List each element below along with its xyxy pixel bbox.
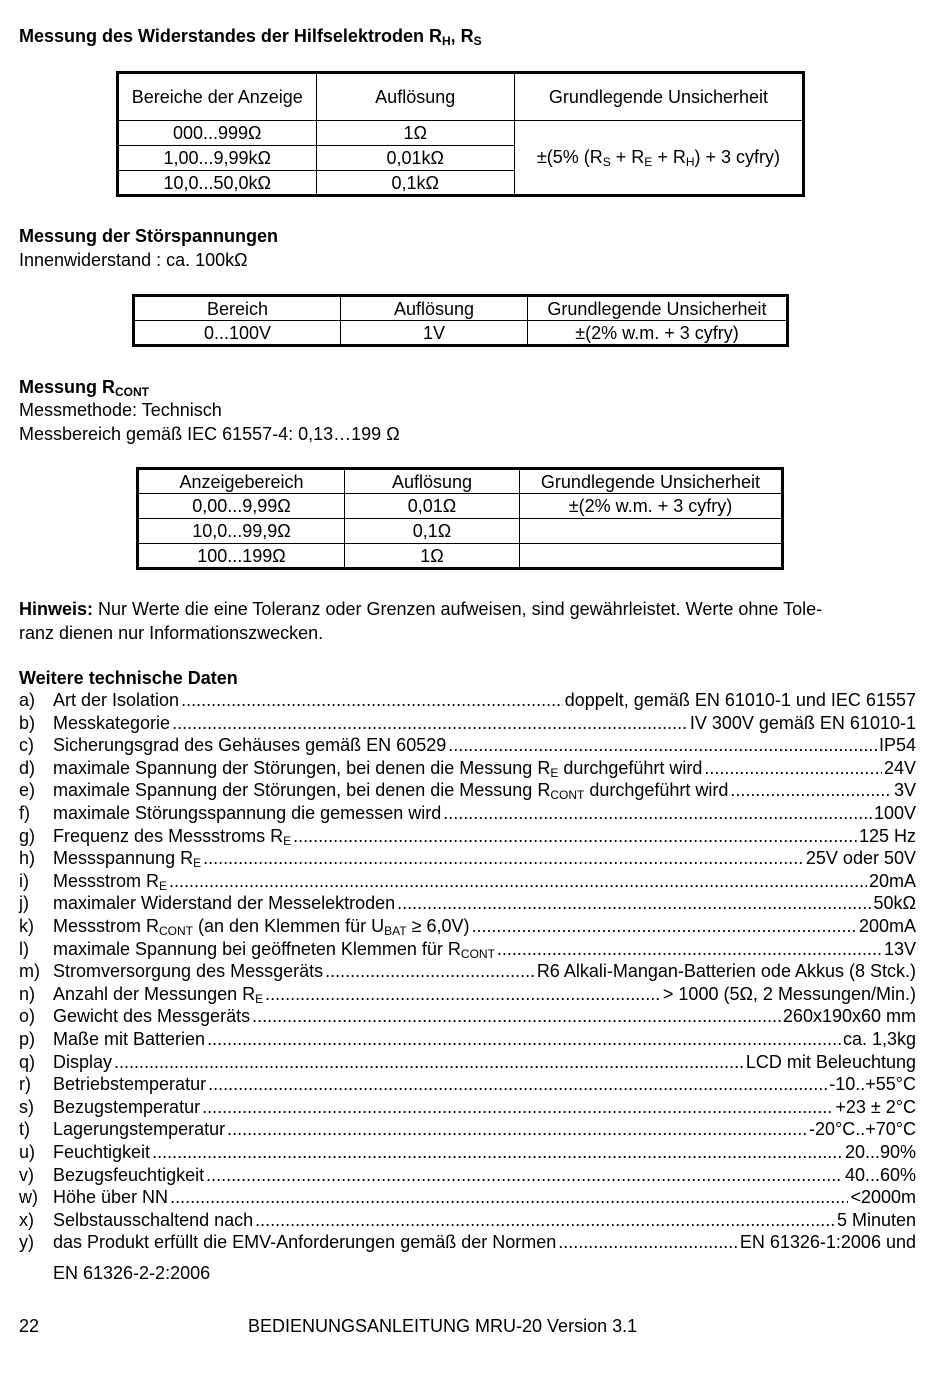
spec-item: [19, 1209, 916, 1231]
table-rcont: [136, 467, 784, 570]
note-line-1: Hinweis: Nur Werte die eine Toleranz oder Grenzen aufweisen, sind gewährleistet. Werte ohne Tole-: [19, 599, 823, 619]
spec-item: [19, 1186, 916, 1208]
specs-last-line: EN 61326-2-2:2006: [53, 1263, 211, 1283]
spec-value: 40...60%: [844, 1164, 916, 1185]
spec-value: 20mA: [868, 870, 916, 891]
table-header: Bereiche der Anzeige: [118, 73, 317, 121]
spec-label: Display: [53, 1051, 113, 1072]
spec-letter: h): [19, 848, 36, 869]
spec-value: ca. 1,3kg: [842, 1029, 916, 1049]
spec-letter: v): [19, 1164, 34, 1185]
spec-label: das Produkt erfüllt die EMV-Anforderungen gemäß der Normen: [53, 1232, 557, 1253]
dot-leader: [152, 1141, 843, 1163]
spec-value: 13V: [883, 938, 916, 959]
spec-value: +23 ± 2°C: [835, 1096, 916, 1117]
spec-value: 20...90%: [844, 1142, 916, 1162]
table-cell: 0,00...9,99Ω: [138, 494, 345, 519]
spec-item: [19, 825, 916, 847]
dot-leader: [207, 1028, 841, 1050]
spec-letter: p): [19, 1029, 36, 1049]
section-title-stoerspannungen: Messung der Störspannungen: [19, 226, 279, 246]
table-cell: 000...999Ω: [118, 121, 317, 146]
spec-label: Lagerungstemperatur: [53, 1119, 226, 1140]
spec-item: [19, 689, 916, 711]
spec-item: [19, 1028, 916, 1050]
dot-leader: [448, 734, 877, 756]
table-header: Grundlegende Unsicherheit: [520, 469, 783, 494]
spec-label: Messspannung $R_E$: [53, 848, 202, 871]
table-cell: 0,01kΩ: [316, 146, 514, 171]
spec-label: Bezugsfeuchtigkeit: [53, 1164, 205, 1185]
spec-item: [19, 915, 916, 937]
spec-value: 260x190x60 mm: [782, 1006, 916, 1027]
spec-value: 100V: [873, 803, 916, 823]
table-header: Auflösung: [341, 296, 528, 321]
spec-label: maximale Spannung der Störungen, bei denen die Messung $R_{CONT}$ durchgeführt wird: [53, 780, 729, 803]
spec-label: Messstrom $R_E$: [53, 870, 168, 893]
table-header: Auflösung: [345, 469, 520, 494]
spec-letter: e): [19, 780, 36, 801]
spec-item: [19, 1096, 916, 1118]
table-header: Anzeigebereich: [138, 469, 345, 494]
spec-value: R6 Alkali-Mangan-Batterien ode Akkus (8 Stck.): [536, 961, 916, 982]
table-cell: 10,0...99,9Ω: [138, 519, 345, 544]
spec-value: -10..+55°C: [829, 1074, 916, 1095]
spec-label: maximaler Widerstand der Messelektroden: [53, 893, 396, 914]
spec-item: [19, 1164, 916, 1186]
text-line: Messmethode: Technisch: [19, 400, 222, 420]
dot-leader: [181, 689, 563, 711]
spec-letter: b): [19, 712, 36, 733]
spec-label: Frequenz des Messstroms $R_E$: [53, 825, 292, 848]
spec-letter: g): [19, 825, 36, 846]
dot-leader: [252, 1005, 781, 1027]
spec-label: Bezugstemperatur: [53, 1096, 201, 1117]
spec-letter: d): [19, 757, 36, 778]
table-cell: [520, 519, 783, 544]
spec-item: [19, 1051, 916, 1073]
spec-label: Sicherungsgrad des Gehäuses gemäß EN 60529: [53, 735, 447, 756]
specs-title: Weitere technische Daten: [19, 668, 238, 688]
spec-label: Stromversorgung des Messgeräts: [53, 961, 324, 982]
section-title-rcont: Messung $R_{CONT}$: [19, 377, 150, 399]
table-cell: 0,01Ω: [345, 494, 520, 519]
table-header: Grundlegende Unsicherheit: [528, 296, 788, 321]
spec-value: IV 300V gemäß EN 61010-1: [689, 712, 916, 733]
dot-leader: [471, 915, 856, 937]
page-number: 22: [19, 1316, 40, 1336]
text-line: Messbereich gemäß IEC 61557-4: 0,13…199 Ω: [19, 424, 400, 444]
spec-label: Selbstausschaltend nach: [53, 1209, 254, 1230]
dot-leader: [265, 983, 661, 1005]
spec-letter: r): [19, 1074, 31, 1095]
table-cell: 1Ω: [345, 544, 520, 569]
spec-letter: c): [19, 735, 34, 756]
table-cell: 0,1kΩ: [316, 171, 514, 196]
spec-value: 125 Hz: [858, 825, 916, 846]
dot-leader: [443, 802, 872, 824]
spec-item: [19, 757, 916, 779]
spec-label: Messkategorie: [53, 712, 171, 733]
note-line-2: ranz dienen nur Informationszwecken.: [19, 623, 324, 643]
dot-leader: [206, 1164, 843, 1186]
dot-leader: [325, 960, 535, 982]
dot-leader: [704, 757, 882, 779]
footer-title: BEDIENUNGSANLEITUNG MRU-20 Version 3.1: [248, 1316, 638, 1336]
dot-leader: [172, 712, 688, 734]
table-header: Bereich: [134, 296, 341, 321]
spec-value: EN 61326-1:2006 und: [739, 1232, 916, 1253]
spec-item: [19, 802, 916, 824]
spec-item: [19, 983, 916, 1005]
spec-letter: k): [19, 916, 34, 936]
spec-value: 200mA: [858, 916, 916, 936]
spec-value: 5 Minuten: [836, 1209, 916, 1230]
spec-letter: x): [19, 1209, 34, 1230]
spec-value: 3V: [893, 780, 916, 801]
spec-item: [19, 1231, 916, 1253]
dot-leader: [208, 1073, 827, 1095]
table-cell: 1,00...9,99kΩ: [118, 146, 317, 171]
table-cell: [520, 544, 783, 569]
dot-leader: [293, 825, 857, 847]
spec-letter: o): [19, 1006, 36, 1027]
spec-letter: n): [19, 983, 36, 1004]
spec-item: [19, 938, 916, 960]
table-cell: 100...199Ω: [138, 544, 345, 569]
table-cell: 0,1Ω: [345, 519, 520, 544]
dot-leader: [169, 870, 867, 892]
spec-letter: w): [19, 1187, 38, 1208]
dot-leader: [397, 892, 871, 914]
spec-letter: j): [19, 893, 29, 914]
spec-label: Feuchtigkeit: [53, 1142, 151, 1162]
dot-leader: [170, 1186, 848, 1208]
spec-letter: s): [19, 1096, 34, 1117]
dot-leader: [227, 1118, 807, 1140]
spec-label: Gewicht des Messgeräts: [53, 1006, 251, 1027]
spec-value: <2000m: [850, 1187, 916, 1208]
spec-item: [19, 847, 916, 869]
spec-label: Betriebstemperatur: [53, 1074, 207, 1095]
spec-item: [19, 779, 916, 801]
dot-leader: [202, 1096, 833, 1118]
spec-label: Anzahl der Messungen $R_E$: [53, 983, 264, 1006]
spec-value: > 1000 (5Ω, 2 Messungen/Min.): [662, 983, 916, 1004]
table-header: Auflösung: [316, 73, 514, 121]
section-title-rh-rs: Messung des Widerstandes der Hilfselektroden $R_H$, $R_S$: [19, 26, 482, 48]
table-cell: 0...100V: [134, 321, 341, 346]
dot-leader: [255, 1209, 835, 1231]
section-subtitle: Innenwiderstand : ca. 100kΩ: [19, 250, 248, 270]
table-cell: 1V: [341, 321, 528, 346]
spec-label: Höhe über NN: [53, 1187, 169, 1208]
spec-label: maximale Störungsspannung die gemessen wird: [53, 803, 442, 823]
table-rh-rs: [116, 71, 805, 197]
spec-label: maximale Spannung der Störungen, bei denen die Messung $R_E$ durchgeführt wird: [53, 757, 703, 780]
spec-item: [19, 960, 916, 982]
dot-leader: [203, 847, 804, 869]
spec-label: maximale Spannung bei geöffneten Klemmen für $R_{CONT}$: [53, 938, 495, 961]
spec-value: 24V: [883, 757, 916, 778]
spec-letter: m): [19, 961, 40, 982]
dot-leader: [558, 1231, 738, 1253]
dot-leader: [114, 1051, 744, 1073]
spec-label: Maße mit Batterien: [53, 1029, 206, 1049]
note-label: Hinweis:: [19, 599, 94, 619]
spec-item: [19, 712, 916, 734]
dot-leader: [730, 779, 892, 801]
spec-letter: f): [19, 803, 30, 823]
spec-item: [19, 1005, 916, 1027]
spec-letter: a): [19, 690, 36, 710]
table-header: Grundlegende Unsicherheit: [514, 73, 803, 121]
spec-value: LCD mit Beleuchtung: [745, 1051, 916, 1072]
spec-letter: u): [19, 1142, 36, 1162]
spec-letter: l): [19, 938, 29, 959]
spec-label: Art der Isolation: [53, 690, 180, 710]
spec-value: doppelt, gemäß EN 61010-1 und IEC 61557: [564, 690, 916, 710]
spec-item: [19, 1141, 916, 1163]
dot-leader: [497, 938, 882, 960]
spec-value: -20°C..+70°C: [809, 1119, 916, 1140]
spec-letter: y): [19, 1232, 34, 1253]
spec-value: 50kΩ: [873, 893, 916, 914]
table-cell: ±(2% w.m. + 3 cyfry): [528, 321, 788, 346]
spec-value: 25V oder 50V: [805, 848, 916, 869]
spec-letter: i): [19, 870, 29, 891]
spec-item: [19, 734, 916, 756]
spec-item: [19, 1118, 916, 1140]
table-cell: ±(2% w.m. + 3 cyfry): [520, 494, 783, 519]
table-cell: 10,0...50,0kΩ: [118, 171, 317, 196]
spec-item: [19, 892, 916, 914]
spec-label: Messstrom $R_{CONT}$ (an den Klemmen für $U_{BAT} \ge 6,0V$): [53, 916, 470, 938]
spec-letter: q): [19, 1051, 36, 1072]
spec-letter: t): [19, 1119, 30, 1140]
spec-value: IP54: [878, 735, 916, 756]
table-cell-uncertainty: ±(5% $(R_S + R_E + R_H) + 3$ cyfry): [514, 121, 803, 196]
spec-item: [19, 870, 916, 892]
spec-item: [19, 1073, 916, 1095]
table-stoerspannungen: [132, 294, 789, 347]
table-cell: 1Ω: [316, 121, 514, 146]
